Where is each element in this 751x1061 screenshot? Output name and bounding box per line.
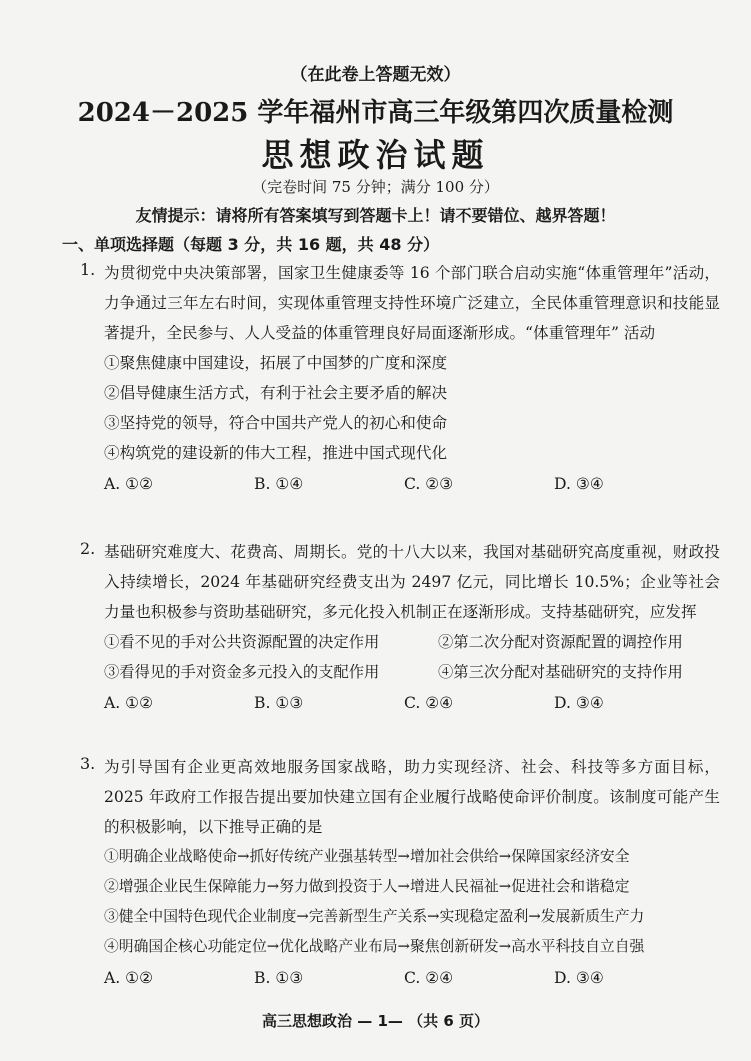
answer-choice: B. ①④ — [254, 475, 304, 493]
answer-choice: C. ②④ — [404, 694, 454, 712]
answer-choices — [104, 687, 720, 719]
statement-option: ③坚持党的领导，符合中国共产党人的初心和使命 — [104, 414, 448, 432]
answer-choices — [104, 962, 720, 994]
answer-choice: B. ①③ — [254, 969, 304, 987]
section-title: 一、单项选择题（每题 3 分，共 16 题，共 48 分） — [62, 235, 440, 254]
statement-option: ①看不见的手对公共资源配置的决定作用 — [104, 633, 380, 651]
statement-option: ④第三次分配对基础研究的支持作用 — [438, 663, 683, 681]
statement-option: ①明确企业战略使命→抓好传统产业强基转型→增加社会供给→保障国家经济安全 — [104, 848, 630, 865]
statement-row — [104, 657, 720, 687]
answer-choice: A. ①② — [104, 969, 154, 987]
statement-option: ③健全中国特色现代企业制度→完善新型生产关系→实现稳定盈利→发展新质生产力 — [104, 908, 645, 925]
answer-choice: D. ③④ — [554, 694, 604, 712]
answer-choice: A. ①② — [104, 694, 154, 712]
statement-option: ②倡导健康生活方式，有利于社会主要矛盾的解决 — [104, 384, 448, 402]
friendly-tip: 友情提示：请将所有答案填写到答题卡上！请不要错位、越界答题！ — [135, 206, 616, 225]
answer-choice: C. ②④ — [404, 969, 454, 987]
statement-option: ④构筑党的建设新的伟大工程，推进中国式现代化 — [104, 444, 448, 462]
answer-choice: A. ①② — [104, 475, 154, 493]
answer-choice: D. ③④ — [554, 969, 604, 987]
question-stem: 为引导国有企业更高效地服务国家战略，助力实现经济、社会、科技等多方面目标，2025 年政府工作报告提出要加快建立国有企业履行战略使命评价制度。该制度可能产生的积极影响，以下推导正确的是 — [104, 758, 720, 836]
question-1 — [80, 258, 720, 500]
statement-row — [104, 627, 720, 657]
question-number: 3. — [80, 754, 96, 773]
statement-option: ②增强企业民生保障能力→努力做到投资于人→增进人民福祉→促进社会和谐稳定 — [104, 878, 630, 895]
statement-option: ③看得见的手对资金多元投入的支配作用 — [104, 663, 380, 681]
answer-choice: B. ①③ — [254, 694, 304, 712]
question-3 — [80, 752, 720, 994]
exam-title: 2024－2025 学年福州市高三年级第四次质量检测 — [77, 98, 674, 128]
statement-option: ②第二次分配对资源配置的调控作用 — [438, 633, 683, 651]
answer-choice: C. ②③ — [404, 475, 454, 493]
exam-notice: （在此卷上答题无效） — [290, 65, 461, 85]
page-footer: 高三思想政治 — 1— （共 6 页） — [262, 1012, 489, 1030]
question-number: 1. — [80, 260, 96, 279]
statement-option: ④明确国企核心功能定位→优化战略产业布局→聚焦创新研发→高水平科技自立自强 — [104, 938, 645, 955]
answer-choices — [104, 468, 720, 500]
question-stem: 基础研究难度大、花费高、周期长。党的十八大以来，我国对基础研究高度重视，财政投入持续增长，2024 年基础研究经费支出为 2497 亿元，同比增长 10.5%；企业等社会力量也积极参与资助基础研究，多元化投入机制正在逐渐形成。支持基础研究，应发挥 — [104, 543, 720, 621]
question-number: 2. — [80, 539, 96, 558]
subject-title: 思想政治试题 — [261, 136, 490, 174]
question-2 — [80, 537, 720, 719]
statement-option: ①聚焦健康中国建设，拓展了中国梦的广度和深度 — [104, 354, 448, 372]
answer-choice: D. ③④ — [554, 475, 604, 493]
question-stem: 为贯彻党中央决策部署，国家卫生健康委等 16 个部门联合启动实施“体重管理年”活动，力争通过三年左右时间，实现体重管理支持性环境广泛建立，全民体重管理意识和技能显著提升，全民参与、人人受益的体重管理良好局面逐渐形成。“体重管理年” 活动 — [104, 264, 720, 342]
time-info: （完卷时间 75 分钟；满分 100 分） — [252, 178, 499, 196]
